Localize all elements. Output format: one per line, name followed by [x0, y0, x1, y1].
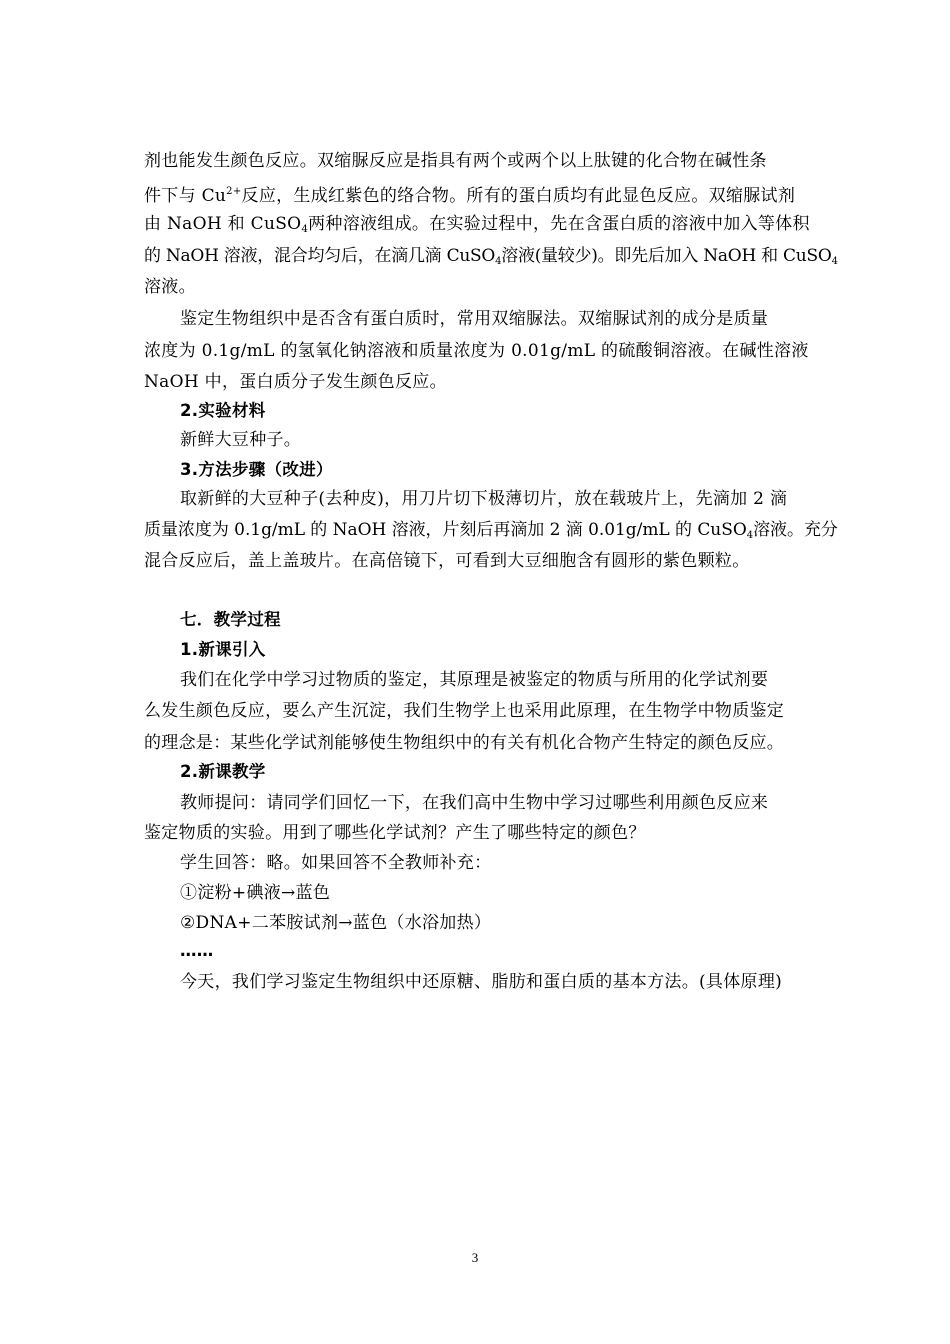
text-line: 鉴定物质的实验。用到了哪些化学试剂？产生了哪些特定的颜色？: [144, 823, 646, 843]
text-line: 今天，我们学习鉴定生物组织中还原糖、脂肪和蛋白质的基本方法。(具体原理): [180, 972, 783, 992]
text-line: [144, 520, 838, 546]
section-heading: 1.新课引入: [180, 640, 266, 659]
text-line: 溶液。: [144, 277, 196, 297]
chapter-heading: 七．教学过程: [180, 610, 281, 629]
subscript: 4: [831, 256, 838, 267]
text-line: 剂也能发生颜色反应。双缩脲反应是指具有两个或两个以上肽键的化合物在碱性条: [144, 151, 767, 171]
text-line: 教师提问：请同学们回忆一下，在我们高中生物中学习过哪些利用颜色反应来: [180, 793, 769, 813]
text-line: 鉴定生物组织中是否含有蛋白质时，常用双缩脲法。双缩脲试剂的成分是质量: [180, 309, 769, 329]
text-line: 浓度为 0.1g/mL 的氢氧化钠溶液和质量浓度为 0.01g/mL 的硫酸铜溶液。在碱性溶液: [144, 341, 809, 361]
text-run: 两种溶液组成。在实验过程中，先在含蛋白质的溶液中加入等体积: [308, 214, 810, 234]
subscript: 4: [746, 530, 754, 541]
subscript: 4: [495, 256, 502, 267]
subscript: 4: [301, 224, 309, 235]
section-heading: 2.实验材料: [180, 401, 266, 420]
text-line: 么发生颜色反应，要么产生沉淀，我们生物学上也采用此原理，在生物学中物质鉴定: [144, 701, 785, 721]
text-line: 学生回答：略。如果回答不全教师补充：: [180, 853, 492, 873]
text-run: 的 NaOH 溶液，混合均匀后，在滴几滴 CuSO: [144, 246, 496, 266]
text-line: NaOH 中，蛋白质分子发生颜色反应。: [144, 372, 447, 392]
text-run: 反应，生成红紫色的络合物。所有的蛋白质均有此显色反应。双缩脲试剂: [241, 186, 796, 206]
text-run: 由 NaOH 和 CuSO: [144, 214, 302, 234]
text-line: [144, 214, 810, 240]
list-item: ①淀粉+碘液→蓝色: [180, 883, 331, 903]
text-run: 溶液。充分: [753, 520, 838, 540]
ellipsis: ……: [180, 941, 214, 960]
text-line: [144, 182, 795, 206]
text-run: 溶液(量较少)。即先后加入 NaOH 和 CuSO: [501, 246, 832, 266]
text-run: 件下与 Cu: [144, 186, 227, 206]
text-line: [144, 246, 838, 272]
text-line: 混合反应后，盖上盖玻片。在高倍镜下，可看到大豆细胞含有圆形的紫色颗粒。: [144, 551, 750, 571]
text-run: 质量浓度为 0.1g/mL 的 NaOH 溶液，片刻后再滴加 2 滴 0.01g/mL 的 CuSO: [144, 520, 747, 540]
superscript: 2+: [226, 186, 242, 197]
text-line: 的理念是：某些化学试剂能够使生物组织中的有关有机化合物产生特定的颜色反应。: [144, 733, 785, 753]
text-line: 我们在化学中学习过物质的鉴定，其原理是被鉴定的物质与所用的化学试剂要: [180, 670, 769, 690]
list-item: ②DNA+二苯胺试剂→蓝色（水浴加热）: [180, 913, 492, 933]
section-heading: 2.新课教学: [180, 762, 266, 781]
text-line: 取新鲜的大豆种子(去种皮)，用刀片切下极薄切片，放在载玻片上，先滴加 2 滴: [180, 489, 788, 509]
text-line: 新鲜大豆种子。: [180, 430, 302, 450]
page-number: 3: [471, 1250, 479, 1265]
section-heading: 3.方法步骤（改进）: [180, 460, 333, 479]
